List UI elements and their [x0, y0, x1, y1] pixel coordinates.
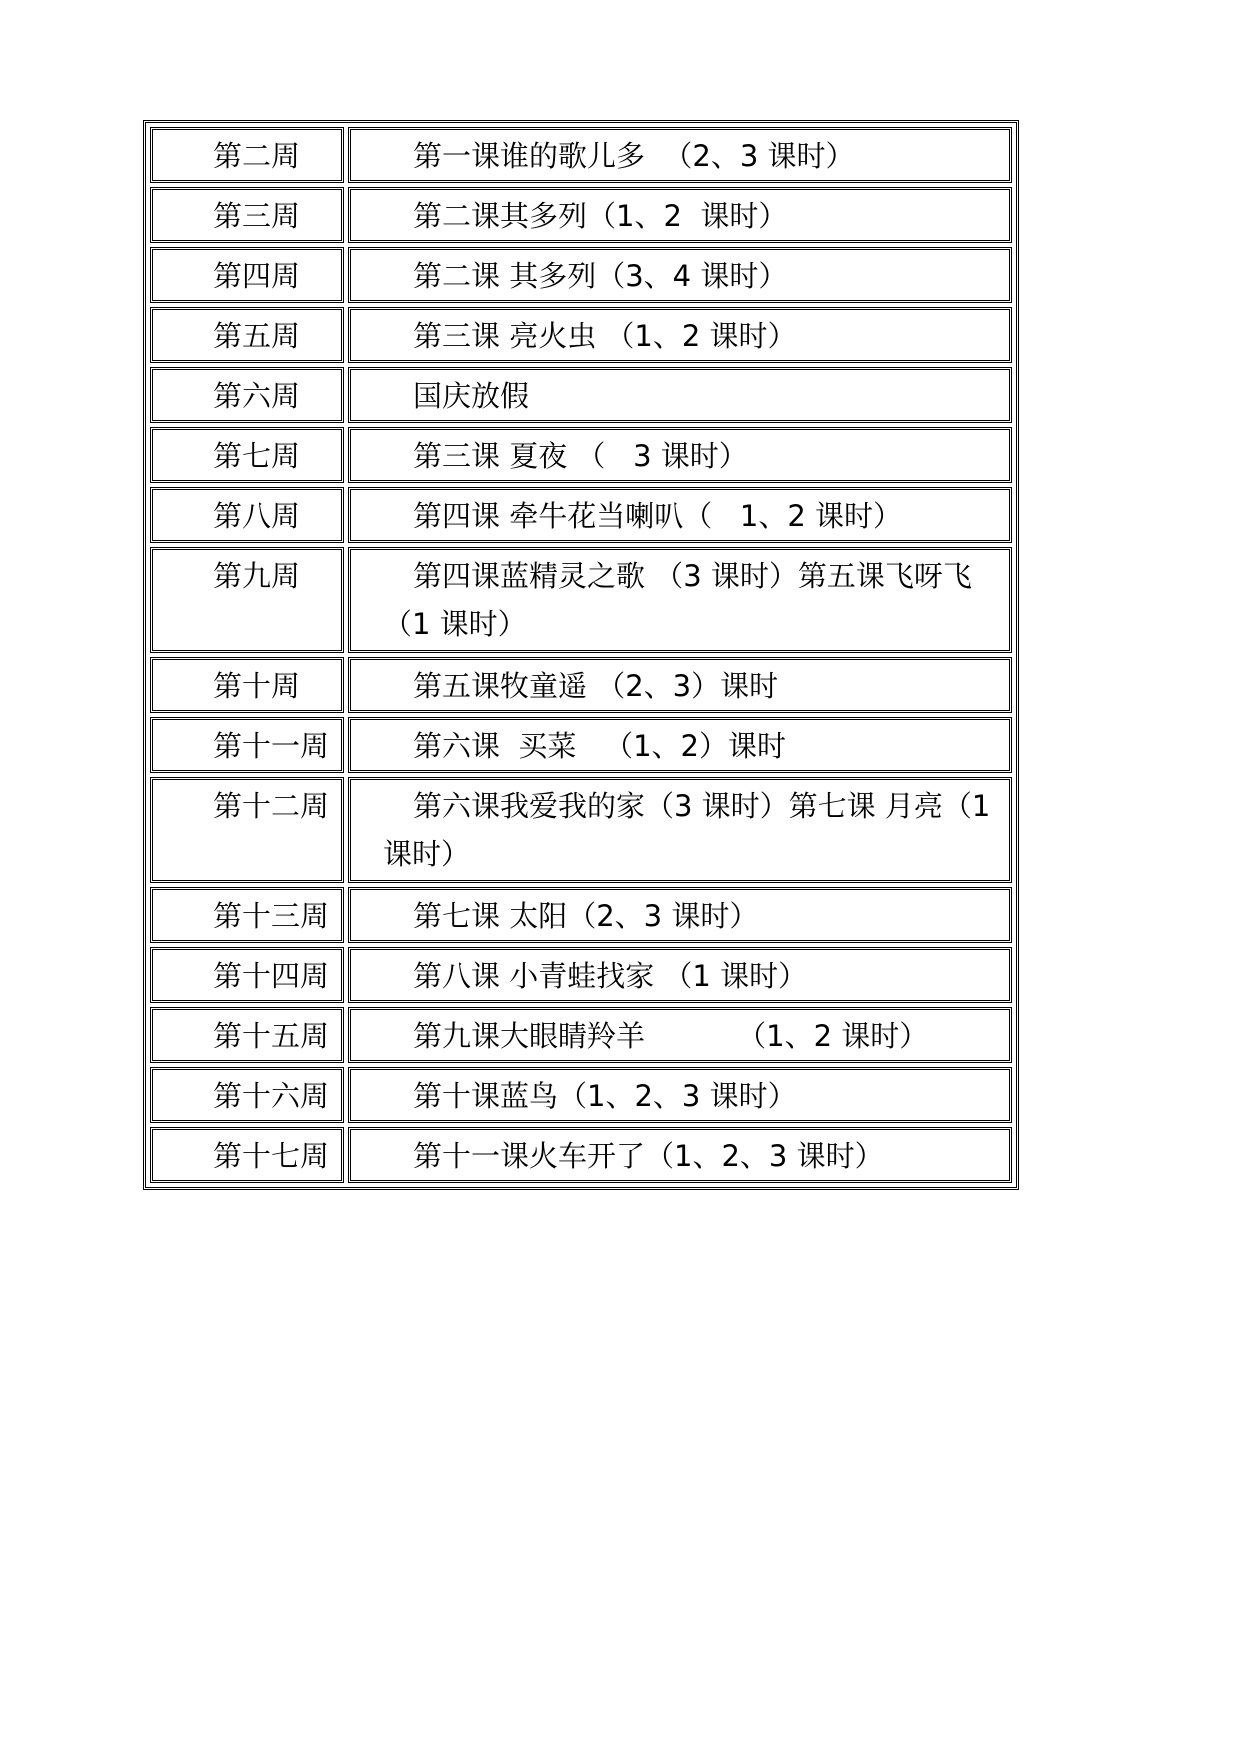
table-row — [150, 307, 1012, 363]
week-cell: 第八周 — [150, 487, 344, 543]
lesson-cell: 第十一课火车开了（1、2、3 课时） — [348, 1127, 1012, 1183]
table-row — [150, 247, 1012, 303]
week-cell: 第十一周 — [150, 717, 344, 773]
week-cell: 第十三周 — [150, 887, 344, 943]
week-cell: 第九周 — [150, 547, 344, 653]
week-cell: 第十二周 — [150, 777, 344, 883]
table-row — [150, 367, 1012, 423]
table-row — [150, 1127, 1012, 1183]
table-row — [150, 887, 1012, 943]
table-row — [150, 1067, 1012, 1123]
table-row — [150, 187, 1012, 243]
table-row — [150, 717, 1012, 773]
lesson-cell: 第六课我爱我的家（3 课时）第七课 月亮（1 课时） — [348, 777, 1012, 883]
table-row — [150, 657, 1012, 713]
lesson-cell: 第四课 牵牛花当喇叭（ 1、2 课时） — [348, 487, 1012, 543]
lesson-cell: 第三课 夏夜 （ 3 课时） — [348, 427, 1012, 483]
week-cell: 第十五周 — [150, 1007, 344, 1063]
lesson-cell: 第一课谁的歌儿多 （2、3 课时） — [348, 127, 1012, 183]
table-row — [150, 1007, 1012, 1063]
lesson-cell: 第八课 小青蛙找家 （1 课时） — [348, 947, 1012, 1003]
lesson-cell: 第四课蓝精灵之歌 （3 课时）第五课飞呀飞（1 课时） — [348, 547, 1012, 653]
week-cell: 第十六周 — [150, 1067, 344, 1123]
week-cell: 第三周 — [150, 187, 344, 243]
lesson-cell: 第五课牧童遥 （2、3）课时 — [348, 657, 1012, 713]
lesson-cell: 第二课其多列（1、2 课时） — [348, 187, 1012, 243]
lesson-cell: 第七课 太阳（2、3 课时） — [348, 887, 1012, 943]
week-cell: 第五周 — [150, 307, 344, 363]
lesson-cell: 第二课 其多列（3、4 课时） — [348, 247, 1012, 303]
lesson-cell: 第三课 亮火虫 （1、2 课时） — [348, 307, 1012, 363]
table-row — [150, 427, 1012, 483]
table-row — [150, 547, 1012, 653]
schedule-table — [143, 120, 1019, 1190]
week-cell: 第七周 — [150, 427, 344, 483]
lesson-cell: 国庆放假 — [348, 367, 1012, 423]
lesson-cell: 第六课 买菜 （1、2）课时 — [348, 717, 1012, 773]
week-cell: 第十周 — [150, 657, 344, 713]
table-row — [150, 777, 1012, 883]
week-cell: 第十七周 — [150, 1127, 344, 1183]
lesson-cell: 第九课大眼睛羚羊 （1、2 课时） — [348, 1007, 1012, 1063]
week-cell: 第二周 — [150, 127, 344, 183]
table-row — [150, 947, 1012, 1003]
week-cell: 第十四周 — [150, 947, 344, 1003]
week-cell: 第四周 — [150, 247, 344, 303]
table-row — [150, 487, 1012, 543]
week-cell: 第六周 — [150, 367, 344, 423]
table-row — [150, 127, 1012, 183]
lesson-cell: 第十课蓝鸟（1、2、3 课时） — [348, 1067, 1012, 1123]
